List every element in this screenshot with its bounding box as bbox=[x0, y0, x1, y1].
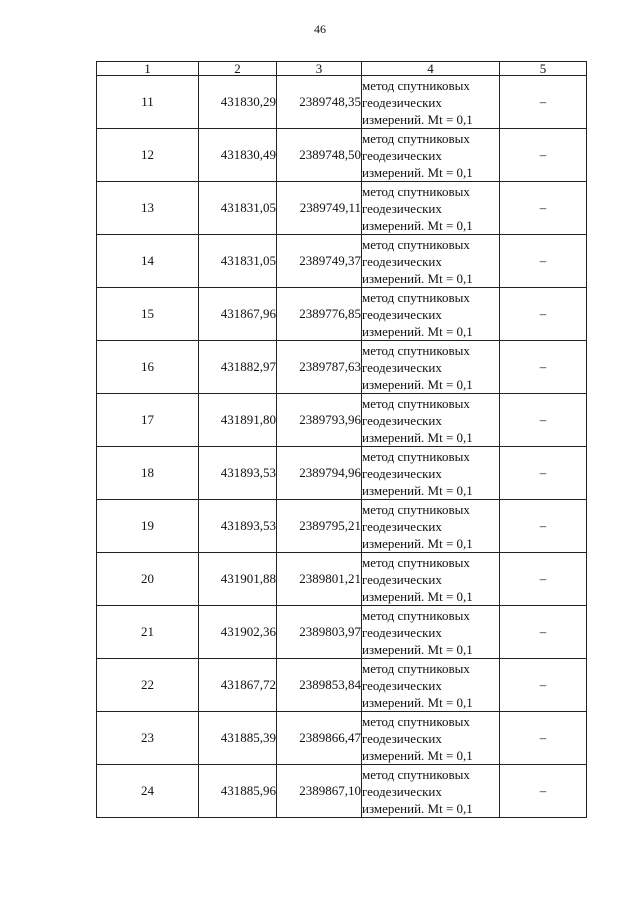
x-coordinate-cell bbox=[199, 76, 277, 129]
x-coordinate-cell-text: 431830,29 bbox=[220, 94, 276, 109]
point-number-cell bbox=[97, 129, 199, 182]
x-coordinate-cell bbox=[199, 341, 277, 394]
y-coordinate-cell bbox=[277, 341, 362, 394]
point-number-cell-text: 16 bbox=[141, 359, 154, 374]
col5-cell-text: – bbox=[539, 624, 547, 639]
table-row bbox=[97, 765, 587, 818]
y-coordinate-cell-text: 2389787,63 bbox=[299, 359, 361, 374]
y-coordinate-cell bbox=[277, 765, 362, 818]
col5-cell-text: – bbox=[539, 200, 547, 215]
x-coordinate-cell bbox=[199, 394, 277, 447]
point-number-cell bbox=[97, 553, 199, 606]
method-cell-text: метод спутниковых геодезических измерений. Mt = 0,1 bbox=[362, 183, 473, 233]
header-col-1: 1 bbox=[97, 62, 199, 76]
x-coordinate-cell-text: 431885,39 bbox=[220, 730, 276, 745]
point-number-cell bbox=[97, 394, 199, 447]
y-coordinate-cell-text: 2389866,47 bbox=[299, 730, 361, 745]
x-coordinate-cell bbox=[199, 129, 277, 182]
y-coordinate-cell-text: 2389793,96 bbox=[299, 412, 361, 427]
x-coordinate-cell-text: 431882,97 bbox=[220, 359, 276, 374]
x-coordinate-cell-text: 431893,53 bbox=[220, 518, 276, 533]
col5-cell bbox=[500, 553, 587, 606]
x-coordinate-cell bbox=[199, 553, 277, 606]
col5-cell bbox=[500, 76, 587, 129]
col5-cell-text: – bbox=[539, 147, 547, 162]
y-coordinate-cell bbox=[277, 76, 362, 129]
method-cell bbox=[362, 182, 500, 235]
y-coordinate-cell bbox=[277, 659, 362, 712]
method-cell-text: метод спутниковых геодезических измерений. Mt = 0,1 bbox=[362, 77, 473, 127]
point-number-cell-text: 19 bbox=[141, 518, 154, 533]
method-cell-text: метод спутниковых геодезических измерений. Mt = 0,1 bbox=[362, 607, 473, 657]
col5-cell-text: – bbox=[539, 359, 547, 374]
y-coordinate-cell bbox=[277, 500, 362, 553]
col5-cell bbox=[500, 129, 587, 182]
x-coordinate-cell-text: 431831,05 bbox=[220, 200, 276, 215]
col5-cell bbox=[500, 288, 587, 341]
y-coordinate-cell-text: 2389749,11 bbox=[299, 200, 361, 215]
table-body bbox=[97, 76, 587, 818]
col5-cell bbox=[500, 394, 587, 447]
method-cell-text: метод спутниковых геодезических измерений. Mt = 0,1 bbox=[362, 236, 473, 286]
y-coordinate-cell-text: 2389776,85 bbox=[299, 306, 361, 321]
header-col-4: 4 bbox=[362, 62, 500, 76]
y-coordinate-cell bbox=[277, 712, 362, 765]
table-row bbox=[97, 553, 587, 606]
method-cell bbox=[362, 394, 500, 447]
method-cell-text: метод спутниковых геодезических измерений. Mt = 0,1 bbox=[362, 766, 473, 816]
method-cell bbox=[362, 341, 500, 394]
y-coordinate-cell bbox=[277, 553, 362, 606]
method-cell bbox=[362, 606, 500, 659]
col5-cell-text: – bbox=[539, 253, 547, 268]
x-coordinate-cell-text: 431830,49 bbox=[220, 147, 276, 162]
method-cell-text: метод спутниковых геодезических измерений. Mt = 0,1 bbox=[362, 130, 473, 180]
point-number-cell-text: 13 bbox=[141, 200, 154, 215]
col5-cell bbox=[500, 712, 587, 765]
col5-cell bbox=[500, 341, 587, 394]
y-coordinate-cell bbox=[277, 447, 362, 500]
col5-cell bbox=[500, 500, 587, 553]
point-number-cell-text: 24 bbox=[141, 783, 154, 798]
table-row bbox=[97, 182, 587, 235]
point-number-cell-text: 21 bbox=[141, 624, 154, 639]
col5-cell-text: – bbox=[539, 677, 547, 692]
y-coordinate-cell bbox=[277, 129, 362, 182]
x-coordinate-cell-text: 431901,88 bbox=[220, 571, 276, 586]
table-header-row bbox=[97, 62, 587, 76]
col5-cell bbox=[500, 659, 587, 712]
table-row bbox=[97, 394, 587, 447]
col5-cell bbox=[500, 606, 587, 659]
col5-cell bbox=[500, 447, 587, 500]
coordinates-table bbox=[96, 61, 587, 818]
x-coordinate-cell bbox=[199, 235, 277, 288]
y-coordinate-cell-text: 2389749,37 bbox=[299, 253, 361, 268]
y-coordinate-cell-text: 2389803,97 bbox=[299, 624, 361, 639]
table-row bbox=[97, 712, 587, 765]
header-col-3: 3 bbox=[277, 62, 362, 76]
point-number-cell-text: 11 bbox=[141, 94, 154, 109]
point-number-cell bbox=[97, 659, 199, 712]
x-coordinate-cell bbox=[199, 447, 277, 500]
point-number-cell-text: 22 bbox=[141, 677, 154, 692]
y-coordinate-cell-text: 2389795,21 bbox=[299, 518, 361, 533]
table-row bbox=[97, 288, 587, 341]
point-number-cell bbox=[97, 235, 199, 288]
table-row bbox=[97, 235, 587, 288]
y-coordinate-cell bbox=[277, 394, 362, 447]
table-row bbox=[97, 659, 587, 712]
point-number-cell bbox=[97, 712, 199, 765]
y-coordinate-cell bbox=[277, 182, 362, 235]
point-number-cell bbox=[97, 341, 199, 394]
point-number-cell bbox=[97, 76, 199, 129]
y-coordinate-cell-text: 2389867,10 bbox=[299, 783, 361, 798]
point-number-cell bbox=[97, 447, 199, 500]
point-number-cell-text: 12 bbox=[141, 147, 154, 162]
y-coordinate-cell-text: 2389794,96 bbox=[299, 465, 361, 480]
table-row bbox=[97, 129, 587, 182]
point-number-cell bbox=[97, 765, 199, 818]
header-col-2: 2 bbox=[199, 62, 277, 76]
point-number-cell-text: 18 bbox=[141, 465, 154, 480]
method-cell-text: метод спутниковых геодезических измерений. Mt = 0,1 bbox=[362, 660, 473, 710]
table-row bbox=[97, 500, 587, 553]
method-cell bbox=[362, 129, 500, 182]
x-coordinate-cell bbox=[199, 712, 277, 765]
x-coordinate-cell bbox=[199, 765, 277, 818]
point-number-cell-text: 17 bbox=[141, 412, 154, 427]
method-cell bbox=[362, 288, 500, 341]
point-number-cell-text: 14 bbox=[141, 253, 154, 268]
x-coordinate-cell-text: 431902,36 bbox=[220, 624, 276, 639]
col5-cell-text: – bbox=[539, 518, 547, 533]
table-row bbox=[97, 606, 587, 659]
x-coordinate-cell bbox=[199, 659, 277, 712]
col5-cell bbox=[500, 765, 587, 818]
col5-cell-text: – bbox=[539, 306, 547, 321]
col5-cell bbox=[500, 182, 587, 235]
x-coordinate-cell-text: 431867,96 bbox=[220, 306, 276, 321]
y-coordinate-cell bbox=[277, 235, 362, 288]
method-cell bbox=[362, 447, 500, 500]
x-coordinate-cell-text: 431885,96 bbox=[220, 783, 276, 798]
y-coordinate-cell-text: 2389801,21 bbox=[299, 571, 361, 586]
col5-cell-text: – bbox=[539, 783, 547, 798]
header-col-5: 5 bbox=[500, 62, 587, 76]
table-row bbox=[97, 341, 587, 394]
x-coordinate-cell bbox=[199, 182, 277, 235]
x-coordinate-cell-text: 431831,05 bbox=[220, 253, 276, 268]
method-cell-text: метод спутниковых геодезических измерений. Mt = 0,1 bbox=[362, 501, 473, 551]
col5-cell-text: – bbox=[539, 94, 547, 109]
col5-cell-text: – bbox=[539, 412, 547, 427]
method-cell-text: метод спутниковых геодезических измерений. Mt = 0,1 bbox=[362, 342, 473, 392]
x-coordinate-cell bbox=[199, 288, 277, 341]
point-number-cell bbox=[97, 606, 199, 659]
col5-cell bbox=[500, 235, 587, 288]
y-coordinate-cell bbox=[277, 606, 362, 659]
table-row bbox=[97, 76, 587, 129]
method-cell bbox=[362, 553, 500, 606]
y-coordinate-cell-text: 2389853,84 bbox=[299, 677, 361, 692]
point-number-cell-text: 23 bbox=[141, 730, 154, 745]
method-cell bbox=[362, 235, 500, 288]
col5-cell-text: – bbox=[539, 465, 547, 480]
x-coordinate-cell bbox=[199, 606, 277, 659]
col5-cell-text: – bbox=[539, 571, 547, 586]
page-number: 46 bbox=[314, 22, 326, 36]
table-row bbox=[97, 447, 587, 500]
y-coordinate-cell-text: 2389748,35 bbox=[299, 94, 361, 109]
col5-cell-text: – bbox=[539, 730, 547, 745]
method-cell bbox=[362, 765, 500, 818]
point-number-cell-text: 15 bbox=[141, 306, 154, 321]
x-coordinate-cell-text: 431867,72 bbox=[220, 677, 276, 692]
x-coordinate-cell-text: 431891,80 bbox=[220, 412, 276, 427]
point-number-cell bbox=[97, 500, 199, 553]
point-number-cell-text: 20 bbox=[141, 571, 154, 586]
y-coordinate-cell bbox=[277, 288, 362, 341]
point-number-cell bbox=[97, 288, 199, 341]
method-cell-text: метод спутниковых геодезических измерений. Mt = 0,1 bbox=[362, 713, 473, 763]
method-cell-text: метод спутниковых геодезических измерений. Mt = 0,1 bbox=[362, 395, 473, 445]
method-cell bbox=[362, 500, 500, 553]
x-coordinate-cell bbox=[199, 500, 277, 553]
method-cell-text: метод спутниковых геодезических измерений. Mt = 0,1 bbox=[362, 554, 473, 604]
method-cell-text: метод спутниковых геодезических измерений. Mt = 0,1 bbox=[362, 448, 473, 498]
point-number-cell bbox=[97, 182, 199, 235]
method-cell bbox=[362, 712, 500, 765]
method-cell bbox=[362, 659, 500, 712]
method-cell-text: метод спутниковых геодезических измерений. Mt = 0,1 bbox=[362, 289, 473, 339]
x-coordinate-cell-text: 431893,53 bbox=[220, 465, 276, 480]
method-cell bbox=[362, 76, 500, 129]
y-coordinate-cell-text: 2389748,50 bbox=[299, 147, 361, 162]
